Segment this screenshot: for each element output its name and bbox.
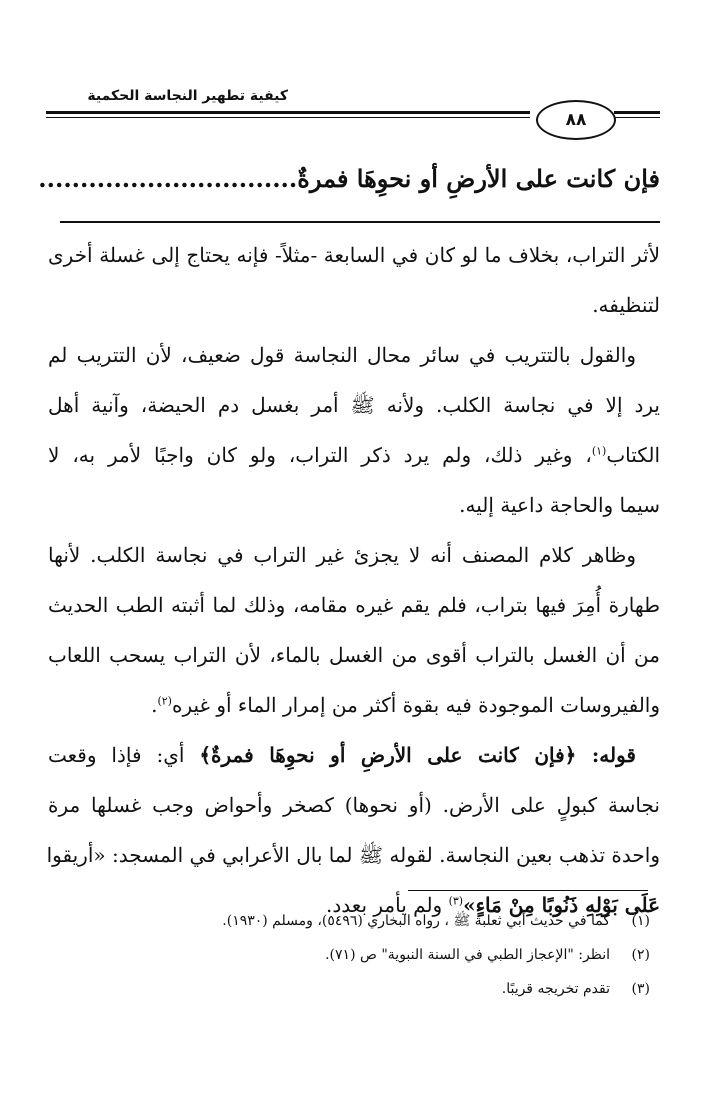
text-line: طهارة أُمِرَ فيها بتراب، فلم يقم غيره مقامه، وذلك لما أثبته الطب الحديث <box>48 593 660 617</box>
text-line: لأثر التراب، بخلاف ما لو كان في السابعة -مثلاً- فإنه يحتاج إلى غسلة أخرى <box>48 243 660 267</box>
text-line: سيما والحاجة داعية إليه. <box>459 493 660 517</box>
text-line: واحدة تذهب بعين النجاسة. لقوله ﷺ لما بال الأعرابي في المسجد: «أريقوا <box>46 843 660 867</box>
section-title-rule <box>60 221 660 223</box>
footnote-ref-1: (١) <box>591 444 607 458</box>
text-segment: والفيروسات الموجودة فيه بقوة أكثر من إمرار الماء أو غيره <box>171 693 660 717</box>
text-line: يرد إلا في نجاسة الكلب. ولأنه ﷺ أمر بغسل دم الحيضة، وآنية أهل <box>48 393 660 417</box>
text-line <box>48 730 660 780</box>
footnote-number: (١) <box>631 913 650 929</box>
footnote-text: كما في حديث أبي ثعلبة ﷺ ، رواه البخاري (٥٤٩٦)، ومسلم (١٩٣٠). <box>222 913 610 929</box>
text-segment: الكتاب <box>606 443 660 467</box>
text-line <box>48 430 660 480</box>
text-line <box>48 680 660 730</box>
body-text <box>48 230 660 930</box>
footnote-separator <box>408 890 648 891</box>
footnote-ref-3: (٣) <box>448 894 464 908</box>
section-title: فإن كانت على الأرضِ أو نحوِهَا فمرةٌ............................... <box>38 164 660 193</box>
header-rule-right-thick <box>614 111 660 114</box>
quoted-matn: قوله: ﴿فإن كانت على الأرضِ أو نحوِهَا فمرةٌ﴾ <box>199 743 636 767</box>
hadith-quote: عَلَى بَوْلِهِ ذَنُوبًا مِنْ مَاءٍ» <box>463 893 660 917</box>
text-line: والقول بالتتريب في سائر محال النجاسة قول ضعيف، لأن التتريب لم <box>48 343 636 367</box>
footnotes <box>60 904 650 1006</box>
text-line: وظاهر كلام المصنف أنه لا يجزئ غير التراب في نجاسة الكلب. لأنها <box>48 543 636 567</box>
text-segment: . <box>151 693 158 717</box>
footnote-ref-2: (٢) <box>157 694 172 708</box>
header-rule-thick <box>46 111 530 114</box>
page-number: ٨٨ <box>536 100 616 140</box>
text-segment: ، وغير ذلك، ولم يرد ذكر التراب، ولو كان واجبًا لأمر به، لا <box>48 443 592 467</box>
text-line: نجاسة كبولٍ على الأرض. (أو نحوها) كصخر وأحواض وجب غسلها مرة <box>48 793 660 817</box>
header-rule-thin <box>46 117 530 118</box>
running-header-title: كيفية تطهير النجاسة الحكمية <box>87 88 288 104</box>
footnote <box>60 972 650 1006</box>
text-line: لتنظيفه. <box>592 293 660 317</box>
footnote <box>60 904 650 938</box>
footnote-number: (٣) <box>631 981 650 997</box>
text-line: من أن الغسل بالتراب أقوى من الغسل بالماء، لأن التراب يسحب اللعاب <box>48 643 660 667</box>
footnote-text: انظر: "الإعجاز الطبي في السنة النبوية" ص (٧١). <box>325 947 610 963</box>
text-segment: أي: فإذا وقعت <box>48 743 200 767</box>
footnote-number: (٢) <box>631 947 650 963</box>
header-rule-right-thin <box>614 117 660 118</box>
footnote-text: تقدم تخريجه قريبًا. <box>501 981 610 997</box>
footnote <box>60 938 650 972</box>
text-segment: ولم يأمر بعدد. <box>326 893 449 917</box>
